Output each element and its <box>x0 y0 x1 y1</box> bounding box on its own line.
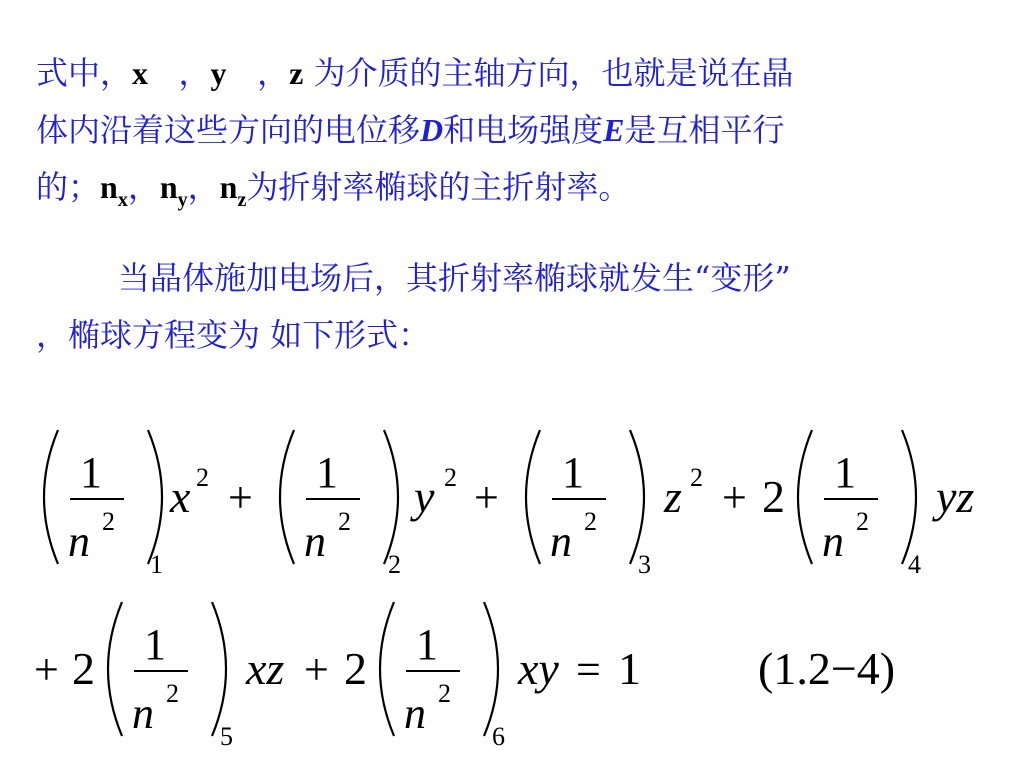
coefficient-4 <box>798 430 921 579</box>
equals-sign: = <box>576 645 601 694</box>
var-x: x <box>170 471 191 522</box>
axis-x: x <box>132 55 149 91</box>
denominator-n: n <box>404 689 426 738</box>
subscript: 4 <box>908 550 921 579</box>
denominator-n: n <box>304 517 326 566</box>
text-segment: 为介质的主轴方向，也就是说在晶 <box>303 54 794 92</box>
exponent: 2 <box>438 679 451 708</box>
var-xy: xy <box>518 643 559 694</box>
paragraph-line: ，椭球方程变为 如下形式： <box>36 316 431 354</box>
exponent: 2 <box>102 507 115 536</box>
coefficient-3 <box>526 430 651 579</box>
exponent: 2 <box>338 507 351 536</box>
right-hand-side: 1 <box>618 643 641 694</box>
numerator: 1 <box>416 620 438 669</box>
axis-y: y <box>210 55 227 91</box>
subscript: 5 <box>220 722 233 751</box>
exponent: 2 <box>444 463 457 492</box>
exponent: 2 <box>196 463 209 492</box>
exponent: 2 <box>690 463 703 492</box>
text-segment: 式中， <box>36 54 133 92</box>
separator: ， <box>187 168 220 206</box>
denominator-n: n <box>550 517 572 566</box>
plus-sign: + <box>304 645 329 694</box>
exponent: 2 <box>166 679 179 708</box>
numerator: 1 <box>562 448 584 497</box>
var-xz: xz <box>246 643 285 694</box>
separator: ， <box>257 54 290 92</box>
numerator: 1 <box>834 448 856 497</box>
var-y: y <box>414 471 435 522</box>
plus-sign: + <box>474 473 499 522</box>
separator: ， <box>178 54 211 92</box>
plus-sign: + <box>34 645 59 694</box>
symbol-D: D <box>420 112 444 148</box>
var-yz: yz <box>936 471 975 522</box>
factor-two: 2 <box>762 471 785 522</box>
axis-z: z <box>289 55 304 91</box>
symbol-n: n <box>159 169 178 205</box>
text-segment: 的； <box>36 168 101 206</box>
subscript: 6 <box>492 722 505 751</box>
numerator: 1 <box>80 448 102 497</box>
exponent: 2 <box>584 507 597 536</box>
separator: ， <box>127 168 160 206</box>
subscript-x: x <box>117 189 128 211</box>
plus-sign: + <box>228 473 253 522</box>
text-segment: 和电场强度 <box>443 111 604 149</box>
symbol-n: n <box>219 169 238 205</box>
denominator-n: n <box>822 517 844 566</box>
symbol-n: n <box>100 169 118 205</box>
plus-sign: + <box>722 473 747 522</box>
numerator: 1 <box>144 620 166 669</box>
paragraph-line: 当晶体施加电场后，其折射率椭球就发生“变形” <box>118 259 791 297</box>
text-segment: 为折射率椭球的主折射率。 <box>246 168 631 206</box>
coefficient-1 <box>44 430 163 579</box>
subscript-y: y <box>177 189 188 211</box>
factor-two: 2 <box>344 643 367 694</box>
coefficient-5 <box>108 602 233 751</box>
denominator-n: n <box>132 689 154 738</box>
subscript: 1 <box>150 550 163 579</box>
var-z: z <box>664 471 682 522</box>
coefficient-6 <box>380 602 505 751</box>
coefficient-2 <box>280 430 401 579</box>
subscript: 2 <box>388 550 401 579</box>
exponent: 2 <box>856 507 869 536</box>
numerator: 1 <box>316 448 338 497</box>
equation-number: (1.2−4) <box>758 643 896 694</box>
subscript: 3 <box>638 550 651 579</box>
factor-two: 2 <box>72 643 95 694</box>
text-segment: 体内沿着这些方向的电位移 <box>36 111 421 149</box>
subscript-z: z <box>237 189 247 211</box>
text-segment: 是互相平行 <box>624 111 785 149</box>
denominator-n: n <box>68 517 90 566</box>
symbol-E: E <box>603 112 625 148</box>
